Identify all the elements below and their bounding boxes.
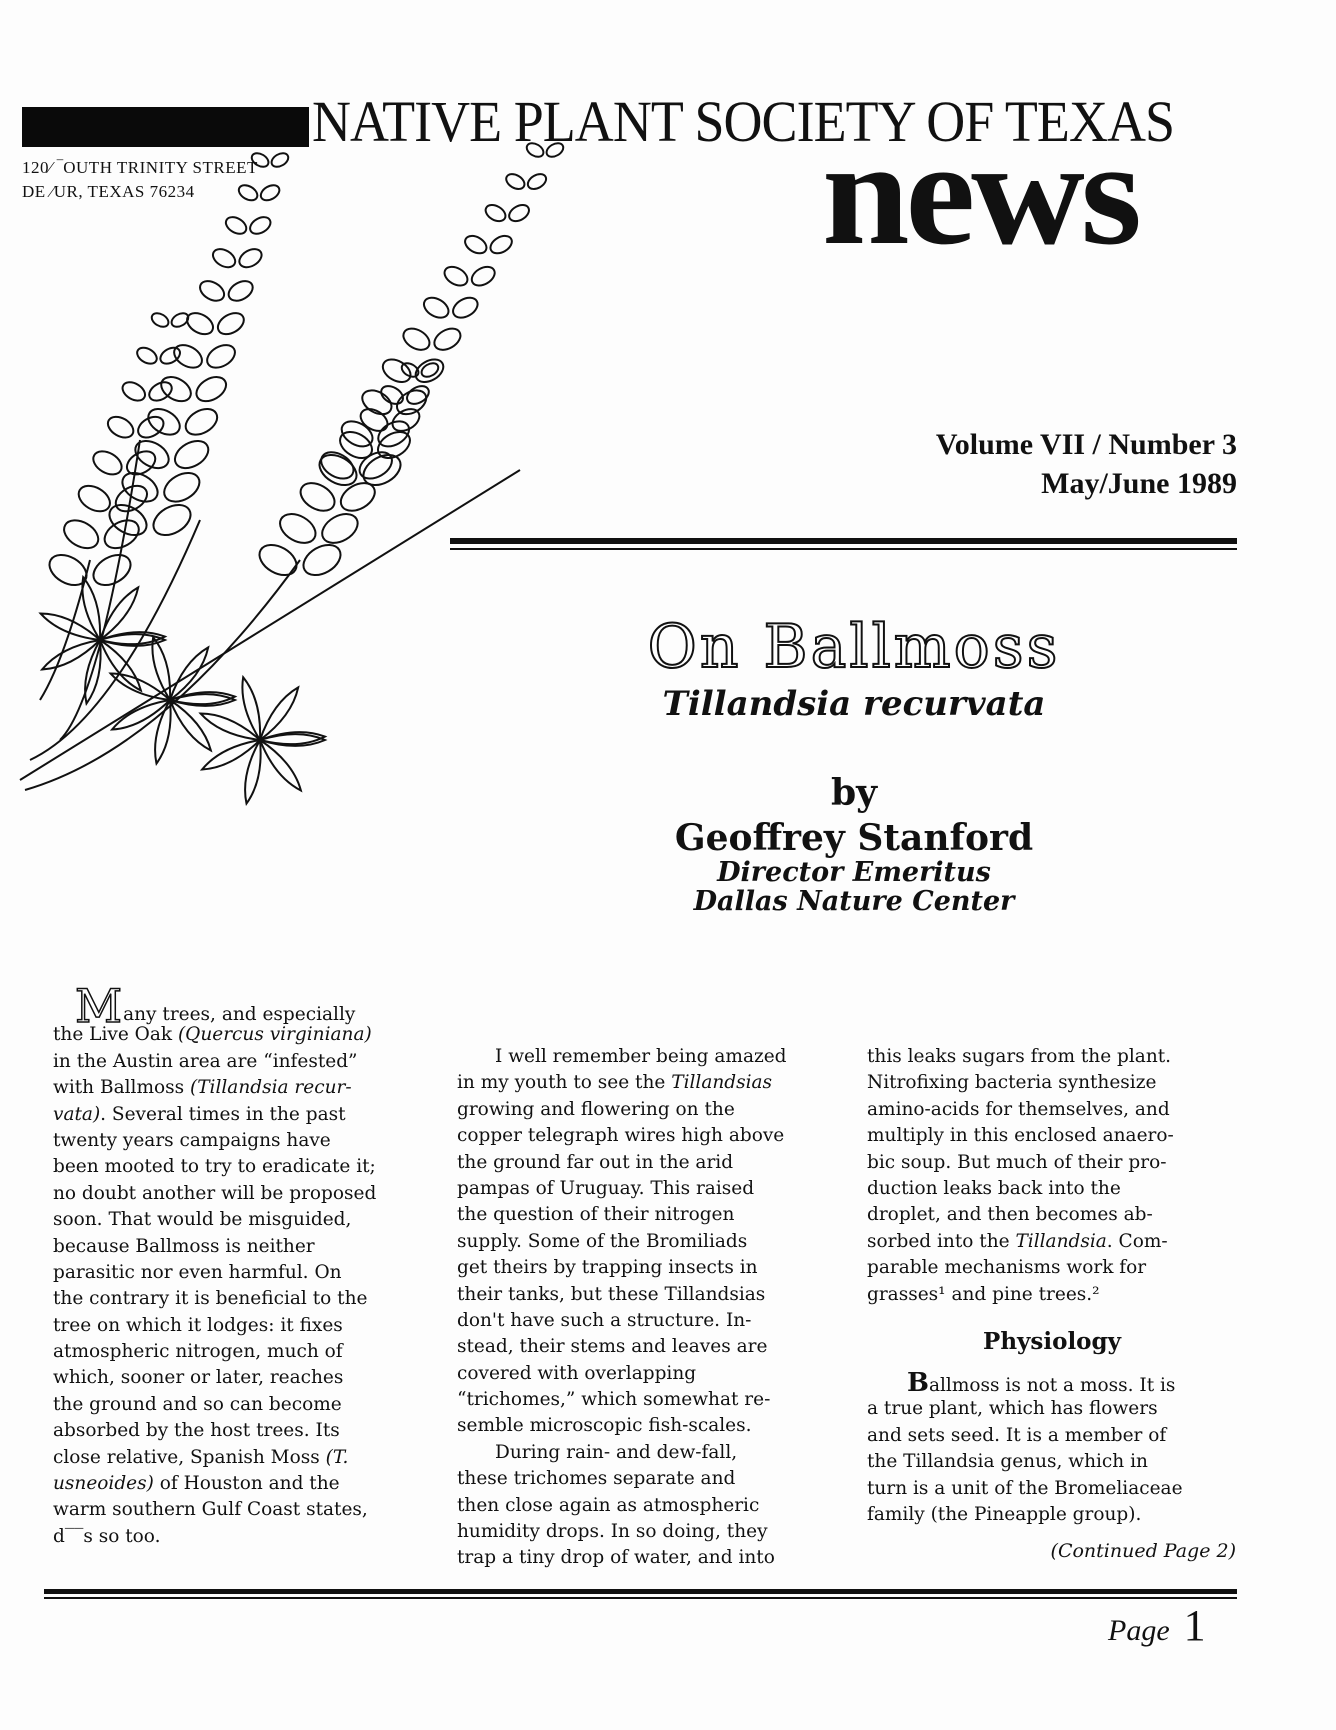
text-line: atmospheric nitrogen, much of (53, 1341, 343, 1363)
flower-petal (544, 140, 565, 159)
physiology-text (867, 1370, 1183, 1528)
drop-cap: B (907, 1368, 929, 1398)
flower-petal (441, 263, 471, 289)
text-line: the Live Oak (Quercus virginiana) (53, 1024, 372, 1046)
column-1-lines (53, 1022, 376, 1550)
text-line: grasses¹ and pine trees.² (867, 1283, 1100, 1305)
text-line: soon. That would be misguided, (53, 1209, 352, 1231)
text-line: a true plant, which has flowers (867, 1398, 1158, 1420)
text-line: their tanks, but these Tillandsias (457, 1283, 766, 1305)
leaflet (82, 577, 100, 640)
leaflet (202, 740, 260, 770)
flower-petal (336, 477, 380, 516)
first-line (53, 979, 376, 1033)
flower-petal (192, 372, 230, 406)
line-text: allmoss is not a moss. It is (928, 1375, 1176, 1396)
flower-petal (404, 383, 432, 408)
author-org: Dallas Nature Center (693, 886, 1015, 917)
flower-petal (146, 379, 175, 405)
text-line: “trichomes,” which somewhat re- (457, 1389, 771, 1411)
text-line: the question of their nitrogen (457, 1204, 735, 1226)
text-line: d‾‾s so too. (53, 1525, 161, 1547)
flower-petal (431, 324, 465, 354)
flower-petal (357, 405, 392, 436)
flower-petal (524, 140, 545, 159)
flower-petal (462, 232, 489, 257)
flower-petal (249, 150, 270, 169)
author-title: Director Emeritus (717, 857, 991, 888)
flower-petal (296, 477, 340, 516)
issue-volume: Volume VII / Number 3 (935, 428, 1237, 461)
flower-petal (170, 435, 213, 473)
flower-petal (74, 481, 114, 517)
text-line: the ground far out in the arid (457, 1151, 734, 1173)
page-number-value: 1 (1183, 1601, 1206, 1650)
text-line: Nitrofixing bacteria synthesize (867, 1072, 1157, 1094)
leaflet (260, 740, 301, 791)
text-line: warm southern Gulf Coast states, (53, 1499, 368, 1521)
flower-petal (379, 355, 415, 387)
text-line: growing and flowering on the (457, 1098, 735, 1120)
byline-by: by (830, 772, 878, 814)
flower-petal (203, 340, 239, 372)
text-line: amino-acids for themselves, and (867, 1098, 1170, 1120)
text-line: duction leaks back into the (867, 1177, 1121, 1199)
flower-petal (223, 214, 249, 237)
flower-petal (183, 309, 216, 339)
text-line: because Ballmoss is neither (53, 1235, 315, 1257)
text-line: in the Austin area are “infested” (53, 1050, 358, 1072)
flower-petal (247, 214, 273, 237)
flower-petal (134, 344, 159, 366)
text-line: get theirs by trapping insects in (457, 1257, 758, 1279)
flower-petal (148, 499, 196, 542)
issue-date: May/June 1989 (1041, 467, 1237, 500)
flower-petal (355, 447, 397, 484)
header-rule-thick (450, 538, 1237, 544)
text-line: the contrary it is beneficial to the (53, 1288, 368, 1310)
text-line: in my youth to see the Tillandsias (457, 1072, 773, 1094)
flower-petal (317, 508, 363, 549)
flower-petal (468, 263, 498, 289)
flower-petal (159, 467, 204, 507)
first-line (867, 1370, 1183, 1396)
text-line: and sets seed. It is a member of (867, 1424, 1167, 1446)
flower-petal (236, 182, 260, 203)
column-3 (867, 1044, 1174, 1308)
flower-petal (378, 383, 406, 408)
text-line: this leaks sugars from the plant. (867, 1046, 1172, 1067)
flower-petal (169, 310, 190, 329)
flower-petal (225, 277, 256, 305)
leaflet (245, 740, 261, 804)
flower-petal (506, 202, 531, 225)
address-line-2: DE ⁄UR, TEXAS 76234 (22, 182, 195, 201)
drop-cap: M (75, 979, 123, 1033)
flower-petal (158, 344, 183, 366)
line-text: any trees, and especially (123, 1004, 356, 1025)
leaflet (170, 700, 211, 751)
flower-petal (400, 324, 434, 354)
text-line: During rain- and dew-fall, (495, 1441, 738, 1463)
text-line: pampas of Uruguay. This raised (457, 1177, 755, 1199)
text-line: absorbed by the host trees. Its (53, 1420, 340, 1442)
flower-petal (525, 171, 548, 192)
column-2 (457, 1044, 787, 1572)
text-line: humidity drops. In so doing, they (457, 1521, 768, 1543)
text-line: tree on which it lodges: it fixes (53, 1314, 343, 1336)
text-line: parasitic nor even harmful. On (53, 1261, 342, 1283)
text-line: no doubt another will be proposed (53, 1182, 377, 1204)
footer-rule-thin (44, 1597, 1237, 1599)
article-subtitle: Tillandsia recurvata (662, 684, 1046, 724)
text-line: bic soup. But much of their pro- (867, 1151, 1167, 1173)
flower-petal (104, 413, 137, 442)
text-line: been mooted to try to eradicate it; (53, 1156, 376, 1178)
text-line: usneoides) of Houston and the (53, 1473, 340, 1495)
flower-petal (119, 379, 148, 405)
text-line: close relative, Spanish Moss (T. (53, 1446, 349, 1468)
flower-petal (88, 549, 136, 592)
flower-petal (236, 245, 265, 271)
section-heading-physiology: Physiology (983, 1328, 1121, 1355)
flower-petal (181, 404, 221, 440)
footer-rule-thick (44, 1589, 1237, 1594)
flower-petal (450, 294, 482, 322)
text-line: semble microscopic fish-scales. (457, 1415, 752, 1437)
flower-petal (483, 202, 508, 225)
flower-petal (44, 549, 92, 592)
flower-petal (254, 539, 302, 582)
leaflet (242, 677, 260, 740)
flower-petal (100, 515, 144, 554)
address-line-1: 120⁄ ‾OUTH TRINITY STREET (22, 158, 258, 177)
text-line: which, sooner or later, reaches (53, 1367, 344, 1389)
text-line: covered with overlapping (457, 1362, 697, 1384)
flower-petal (258, 182, 282, 203)
flower-petal (298, 539, 346, 582)
header-rule-thin (450, 548, 1237, 550)
text-line: these trichomes separate and (457, 1468, 736, 1490)
text-line: multiply in this enclosed anaero- (867, 1125, 1174, 1147)
flower-petal (487, 232, 514, 257)
text-line: stead, their stems and leaves are (457, 1336, 768, 1358)
text-line: I well remember being amazed (495, 1046, 787, 1067)
flower-petal (134, 413, 167, 442)
flower-petal (170, 340, 206, 372)
flower-petal (275, 508, 321, 549)
flower-petal (197, 277, 228, 305)
text-line: the Tillandsia genus, which in (867, 1451, 1148, 1473)
flower-petal (504, 171, 527, 192)
text-line: the ground and so can become (53, 1393, 342, 1415)
page-label: Page (1108, 1614, 1170, 1647)
flower-petal (210, 245, 239, 271)
text-line: supply. Some of the Bromiliads (457, 1230, 748, 1252)
flower-petal (269, 150, 290, 169)
page-number (1108, 1600, 1206, 1651)
text-line: with Ballmoss (Tillandsia recur- (53, 1077, 352, 1099)
flower-petal (89, 447, 125, 479)
continued-note: (Continued Page 2) (1050, 1540, 1236, 1562)
leaflet (201, 714, 260, 740)
leaflet (152, 637, 170, 700)
flower-petal (59, 515, 103, 554)
text-line: don't have such a structure. In- (457, 1309, 752, 1331)
text-line: twenty years campaigns have (53, 1129, 331, 1151)
text-line: then close again as atmospheric (457, 1494, 760, 1516)
text-line: sorbed into the Tillandsia. Com- (867, 1230, 1168, 1252)
column-1 (53, 979, 377, 1550)
author-name: Geoffrey Stanford (674, 817, 1034, 859)
newsletter-title: news (822, 110, 1138, 276)
physiology-lines (867, 1396, 1183, 1528)
text-line: droplet, and then becomes ab- (867, 1204, 1153, 1226)
flower-petal (420, 294, 452, 322)
stem (20, 470, 520, 780)
flower-petal (157, 372, 195, 406)
text-line: turn is a unit of the Bromeliaceae (867, 1477, 1183, 1499)
text-line: vata). Several times in the past (53, 1103, 346, 1125)
bluebonnet-illustration (0, 140, 600, 870)
flower-petal (412, 355, 448, 387)
text-line: trap a tiny drop of water, and into (457, 1547, 775, 1569)
society-name: NATIVE PLANT SOCIETY OF TEXAS (312, 89, 1175, 154)
flower-petal (214, 309, 247, 339)
leaflet (42, 640, 100, 670)
stem (60, 440, 140, 740)
flower-petal (149, 310, 170, 329)
article-title: On Ballmoss (647, 612, 1061, 682)
text-line: family (the Pineapple group). (867, 1503, 1142, 1525)
text-line: copper telegraph wires high above (457, 1125, 785, 1147)
leaflet (155, 700, 171, 764)
text-line: parable mechanisms work for (867, 1257, 1147, 1279)
